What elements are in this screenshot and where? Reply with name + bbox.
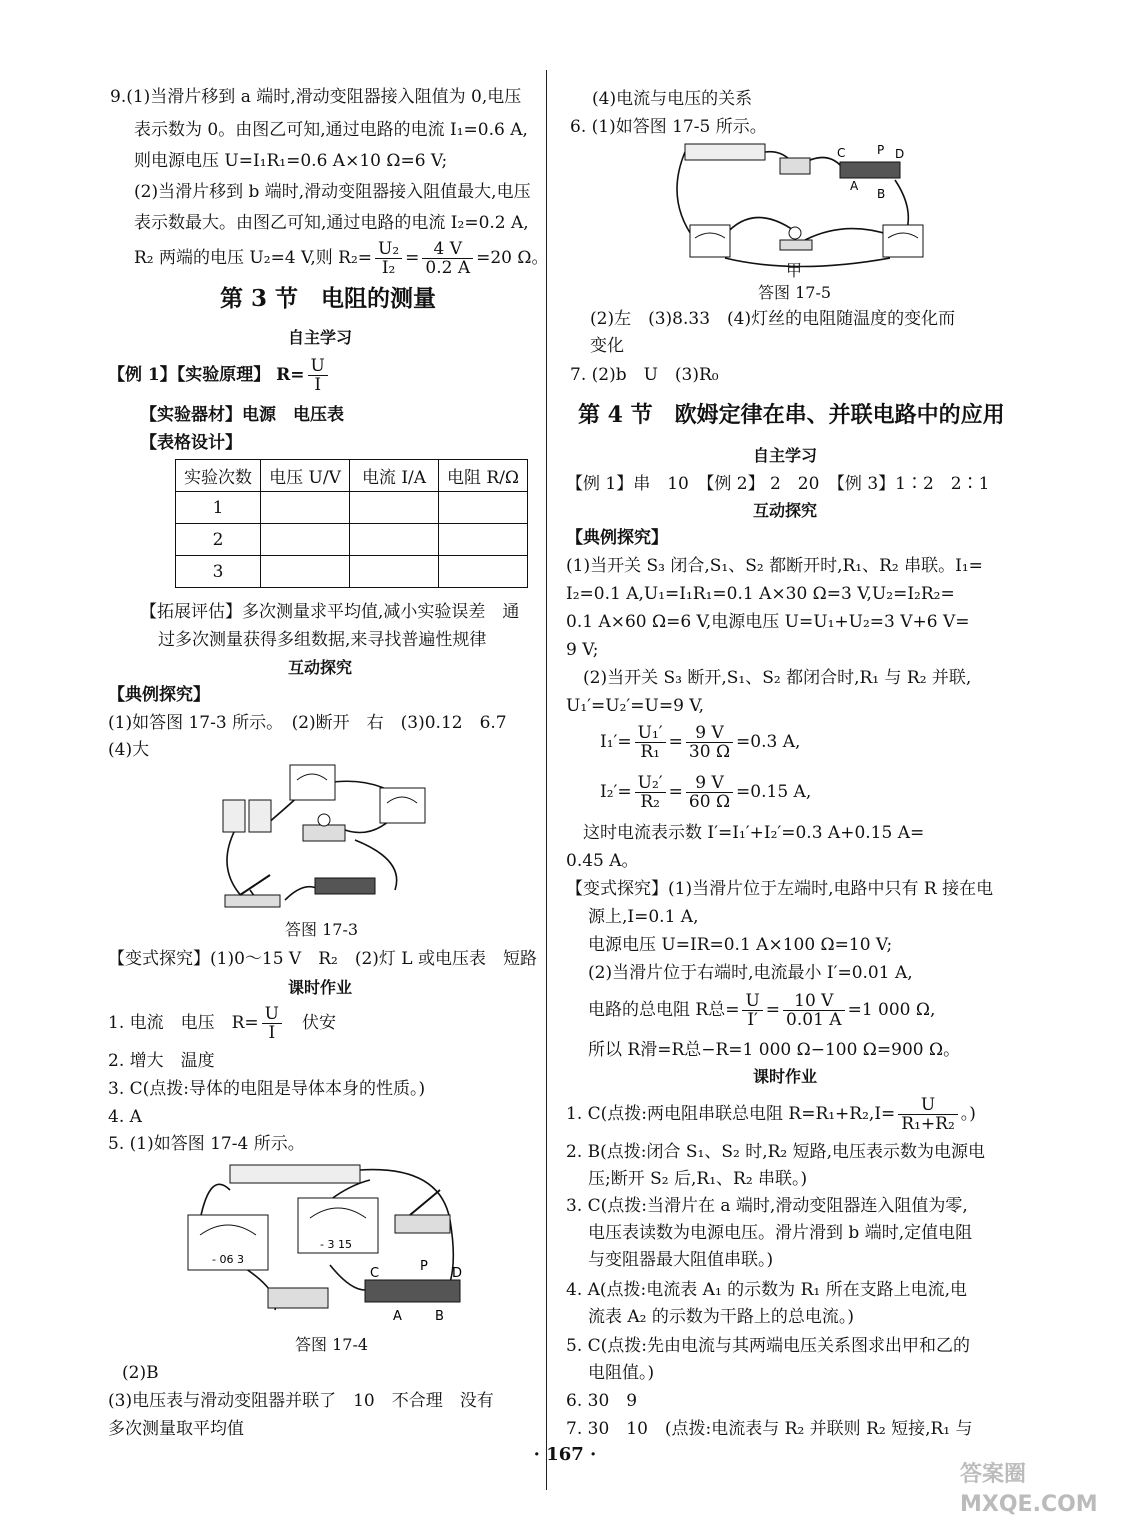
terminal-label: A — [850, 179, 859, 193]
eq-label: I₁′= — [600, 732, 632, 752]
switch-lever — [410, 1190, 440, 1215]
dianli-heading: 【典例探究】 — [108, 685, 210, 705]
rheostat-icon — [365, 1280, 460, 1302]
wire — [805, 229, 890, 240]
r-h1 — [566, 1092, 976, 1136]
r-h7: 7. 30 10 (点拨:电流表与 R₂ 并联则 R₂ 短接,R₁ 与 — [566, 1419, 973, 1439]
denominator: 60 Ω — [688, 792, 731, 812]
fraction — [635, 724, 666, 761]
fraction — [898, 1096, 957, 1133]
q6-line-1: (2)左 (3)8.33 (4)灯丝的电阻随温度的变化而 — [590, 309, 956, 329]
table-cell — [350, 524, 439, 556]
q9-result: =20 Ω。 — [476, 248, 549, 268]
denominator: 0.01 A — [786, 1010, 842, 1030]
fraction — [375, 240, 402, 277]
hw1-answer: 伏安 — [302, 1013, 336, 1033]
terminal-label: B — [877, 187, 886, 201]
wire — [227, 830, 256, 903]
r-top-1: (4)电流与电压的关系 — [592, 89, 753, 109]
rheostat-icon — [315, 878, 375, 894]
eq-result: =0.3 A, — [736, 732, 801, 752]
bulb-icon — [789, 227, 801, 239]
terminal-label: D — [895, 147, 905, 161]
hw1-text: 1. 电流 电压 R= — [108, 1013, 259, 1033]
q6-line-2: 变化 — [590, 336, 624, 356]
hw-4: 4. A — [108, 1107, 142, 1127]
switch-lever — [240, 875, 270, 895]
table-row — [176, 556, 528, 588]
keshi-heading: 课时作业 — [287, 978, 352, 997]
table-cell — [350, 492, 439, 524]
bulb-icon — [318, 814, 330, 826]
circuit-figure-17-4 — [180, 1160, 480, 1325]
r-top-2: 6. (1)如答图 17-5 所示。 — [570, 117, 767, 137]
r-h5-2: 电阻值。) — [588, 1363, 655, 1383]
zizhu-heading: 自主学习 — [287, 328, 352, 347]
hw-5-3-line-1: (3)电压表与滑动变阻器并联了 10 不合理 没有 — [108, 1391, 494, 1411]
r-keshi-heading: 课时作业 — [752, 1067, 817, 1086]
denominator: R₂ — [640, 792, 660, 812]
r-dianli-heading: 【典例探究】 — [566, 528, 668, 548]
q9-line-3: 则电源电压 U=I₁R₁=0.6 A×10 Ω=6 V; — [134, 151, 448, 171]
numerator: U — [898, 1096, 957, 1115]
terminal-label: C — [370, 1266, 380, 1281]
r-h5-1: 5. C(点拨:先由电流与其两端电压关系图求出甲和乙的 — [566, 1336, 970, 1356]
table-header-row — [176, 460, 528, 492]
numerator: U₁′ — [635, 724, 666, 743]
numerator: U — [308, 357, 328, 376]
numerator: U₂′ — [635, 774, 666, 793]
table-cell — [439, 524, 528, 556]
r-p2-1: 这时电流表示数 I′=I₁′+I₂′=0.3 A+0.15 A= — [566, 823, 925, 843]
r-zizhu-heading: 自主学习 — [752, 446, 817, 465]
lamp-base — [303, 825, 345, 841]
r-total-resistance: 电路的总电阻 R总= $\frac{U}{I'}$ = $\frac{10 V}{0.01 A}$ =1 000 Ω, — [588, 991, 936, 1030]
denominator: I₂ — [381, 258, 396, 278]
numerator: U₂ — [375, 240, 402, 259]
section-3-title: 第 3 节 电阻的测量 — [220, 285, 437, 312]
table-cell — [261, 492, 350, 524]
r-p2-4: 源上,I=0.1 A, — [588, 907, 699, 927]
ex1-principle — [108, 355, 331, 395]
voltmeter-icon — [883, 225, 923, 257]
circuit-figure-17-3 — [205, 760, 445, 915]
eq-result: =0.15 A, — [736, 782, 812, 802]
eq-label: I₂′= — [600, 782, 632, 802]
switch-icon — [780, 158, 810, 174]
fraction — [422, 240, 473, 277]
table-cell — [439, 556, 528, 588]
r-p2-2: 0.45 A。 — [566, 851, 639, 871]
section-4-title: 第 4 节 欧姆定律在串、并联电路中的应用 — [578, 402, 1005, 428]
table-design: 【表格设计】 — [140, 433, 242, 453]
r-p1-3: 0.1 A×60 Ω=6 V,电源电压 U=U₁+U₂=3 V+6 V= — [566, 612, 970, 632]
battery-icon — [223, 800, 245, 832]
r-h2-2: 压;断开 S₂ 后,R₁、R₂ 串联。) — [588, 1169, 808, 1189]
q7-answer: 7. (2)b U (3)R₀ — [570, 365, 719, 385]
hw-2: 2. 增大 温度 — [108, 1051, 215, 1071]
table-cell: 1 — [176, 492, 261, 524]
wire — [725, 258, 890, 267]
table-cell: 2 — [176, 524, 261, 556]
switch-icon — [225, 895, 280, 907]
dianli-answer-1: (1)如答图 17-3 所示。 (2)断开 右 (3)0.12 6.7 — [108, 713, 507, 733]
q9-line-6: R₂ 两端的电压 U₂=4 V,则 R₂= $\frac{\text{U₂}}{\text{I₂}}$ = $\frac{4 V}{0.2 A}$ =20 Ω。 — [134, 239, 549, 278]
table-cell: 3 — [176, 556, 261, 588]
caption-17-4: 答图 17-4 — [295, 1335, 369, 1354]
q9-last-text: R₂ 两端的电压 U₂=4 V,则 R₂= — [134, 248, 372, 268]
r-h2-1: 2. B(点拨:闭合 S₁、S₂ 时,R₂ 短路,电压表示数为电源电 — [566, 1142, 986, 1162]
table-cell — [350, 556, 439, 588]
fraction — [686, 724, 733, 761]
table-cell — [261, 524, 350, 556]
bianshi-answer: 【变式探究】(1)0～15 V R₂ (2)灯 L 或电压表 短路 — [108, 949, 538, 969]
page-number: · 167 · — [533, 1444, 597, 1465]
battery-icon — [249, 800, 271, 832]
q9-line-4: (2)当滑片移到 b 端时,滑动变阻器接入阻值最大,电压 — [134, 182, 531, 202]
denominator: 30 Ω — [688, 742, 731, 762]
hw-5: 5. (1)如答图 17-4 所示。 — [108, 1134, 305, 1154]
r-slider-resistance: 所以 R滑=R总−R=1 000 Ω−100 Ω=900 Ω。 — [588, 1040, 961, 1060]
hw-1 — [108, 1003, 336, 1043]
terminal-label: B — [435, 1309, 444, 1324]
tuozhan-line-2: 过多次测量获得多组数据,来寻找普遍性规律 — [158, 630, 487, 650]
table-row — [176, 492, 528, 524]
numerator: U — [742, 992, 762, 1011]
data-table — [175, 459, 528, 588]
ammeter-icon — [690, 225, 730, 257]
fraction — [262, 1005, 282, 1042]
wire — [330, 1265, 365, 1290]
r-p2-5: 电源电压 U=IR=0.1 A×100 Ω=10 V; — [588, 935, 893, 955]
r-p1-4: 9 V; — [566, 640, 599, 660]
table-cell — [261, 556, 350, 588]
terminal-label: A — [393, 1309, 402, 1324]
switch-icon — [395, 1215, 450, 1233]
r-p1-5: (2)当开关 S₃ 断开,S₁、S₂ 都闭合时,R₁ 与 R₂ 并联, — [566, 668, 972, 688]
denominator: I — [314, 375, 322, 395]
denominator: R₁+R₂ — [901, 1114, 955, 1134]
table-header: 实验次数 — [176, 460, 261, 492]
caption-17-3: 答图 17-3 — [285, 920, 359, 939]
denominator: R₁ — [640, 742, 660, 762]
equipment: 【实验器材】电源 电压表 — [140, 405, 344, 425]
eq-label: 电路的总电阻 R总= — [588, 1000, 740, 1020]
table-header: 电阻 R/Ω — [439, 460, 528, 492]
tuozhan-line-1: 【拓展评估】多次测量求平均值,减小实验误差 通 — [140, 602, 520, 622]
h1-text: 1. C(点拨:两电阻串联总电阻 R=R₁+R₂,I= — [566, 1104, 896, 1124]
fraction — [308, 357, 328, 394]
voltmeter-icon — [290, 765, 335, 800]
r-p1-1: (1)当开关 S₃ 闭合,S₁、S₂ 都断开时,R₁、R₂ 串联。I₁= — [566, 556, 983, 576]
r-h3-2: 电压表读数为电源电压。滑片滑到 b 端时,定值电阻 — [588, 1223, 973, 1243]
watermark-logo: 答案圈 MXQE.COM — [960, 1462, 1098, 1517]
lamp-base — [780, 240, 812, 250]
terminal-label: P — [420, 1259, 428, 1274]
caption-17-5-sub: 甲 — [786, 261, 803, 280]
r-p2-6: (2)当滑片位于右端时,电流最小 I′=0.01 A, — [588, 963, 913, 983]
denominator: 0.2 A — [425, 258, 471, 278]
numerator: 9 V — [686, 724, 733, 743]
numerator: 9 V — [686, 774, 733, 793]
numerator: U — [262, 1005, 282, 1024]
r-i2-eq: I₂′= $\frac{\text{U₂′}}{\text{R₂}}$ = $\frac{9 V}{60 \Omega}$ =0.15 A, — [600, 773, 812, 812]
table-header: 电流 I/A — [350, 460, 439, 492]
ammeter-icon — [380, 788, 425, 823]
battery-pack-icon — [230, 1165, 360, 1183]
r-h6: 6. 30 9 — [566, 1391, 638, 1411]
denominator: I′ — [747, 1010, 758, 1030]
terminal-label: C — [837, 146, 846, 160]
hw-5-2: (2)B — [122, 1363, 159, 1383]
rheostat-icon — [840, 162, 900, 178]
ex1-label: 【例 1】【实验原理】 R= — [108, 365, 305, 385]
fraction — [686, 774, 733, 811]
dianli-answer-2: (4)大 — [108, 740, 150, 760]
caption-17-5: 答图 17-5 — [758, 283, 832, 302]
denominator: I — [268, 1023, 276, 1043]
terminal-label: D — [452, 1266, 463, 1281]
r-h4-1: 4. A(点拨:电流表 A₁ 的示数为 R₁ 所在支路上电流,电 — [566, 1280, 967, 1300]
fraction — [742, 992, 762, 1029]
r-examples: 【例 1】串 10 【例 2】 2 20 【例 3】1∶2 2∶1 — [566, 474, 990, 494]
table-row — [176, 524, 528, 556]
q9-line-5: 表示数最大。由图乙可知,通过电路的电流 I₂=0.2 A, — [134, 213, 529, 233]
eq-result: =1 000 Ω, — [847, 1000, 936, 1020]
hudong-heading: 互动探究 — [287, 658, 352, 677]
r-h3-1: 3. C(点拨:当滑片在 a 端时,滑动变阻器连入阻值为零, — [566, 1196, 968, 1216]
hw-5-3-line-2: 多次测量取平均值 — [108, 1419, 244, 1439]
r-p2-3: 【变式探究】(1)当滑片位于左端时,电路中只有 R 接在电 — [566, 879, 994, 899]
q9-line-1: 9.(1)当滑片移到 a 端时,滑动变阻器接入阻值为 0,电压 — [110, 87, 522, 107]
r-h3-3: 与变阻器最大阻值串联。) — [588, 1250, 774, 1270]
fraction — [783, 992, 845, 1029]
table-header: 电压 U/V — [261, 460, 350, 492]
battery-pack-icon — [685, 144, 765, 160]
fraction — [635, 774, 666, 811]
column-divider — [546, 70, 547, 1490]
terminal-label: P — [877, 143, 885, 157]
r-hudong-heading: 互动探究 — [752, 501, 817, 520]
numerator: 4 V — [422, 240, 473, 259]
r-p1-6: U₁′=U₂′=U=9 V, — [566, 696, 704, 716]
numerator: 10 V — [783, 992, 845, 1011]
voltmeter-terminals: - 3 15 — [320, 1238, 352, 1251]
r-i1-eq: I₁′= $\frac{\text{U₁′}}{\text{R₁}}$ = $\frac{9 V}{30 \Omega}$ =0.3 A, — [600, 723, 801, 762]
resistor-icon — [268, 1288, 328, 1308]
ammeter-terminals: - 06 3 — [212, 1253, 244, 1266]
table-cell — [439, 492, 528, 524]
hw-3: 3. C(点拨:导体的电阻是导体本身的性质。) — [108, 1079, 426, 1099]
r-h4-2: 流表 A₂ 的示数为干路上的总电流。) — [588, 1307, 855, 1327]
r-p1-2: I₂=0.1 A,U₁=I₁R₁=0.1 A×30 Ω=3 V,U₂=I₂R₂= — [566, 584, 955, 604]
q9-line-2: 表示数为 0。由图乙可知,通过电路的电流 I₁=0.6 A, — [134, 120, 528, 140]
h1-end: 。) — [960, 1104, 976, 1124]
